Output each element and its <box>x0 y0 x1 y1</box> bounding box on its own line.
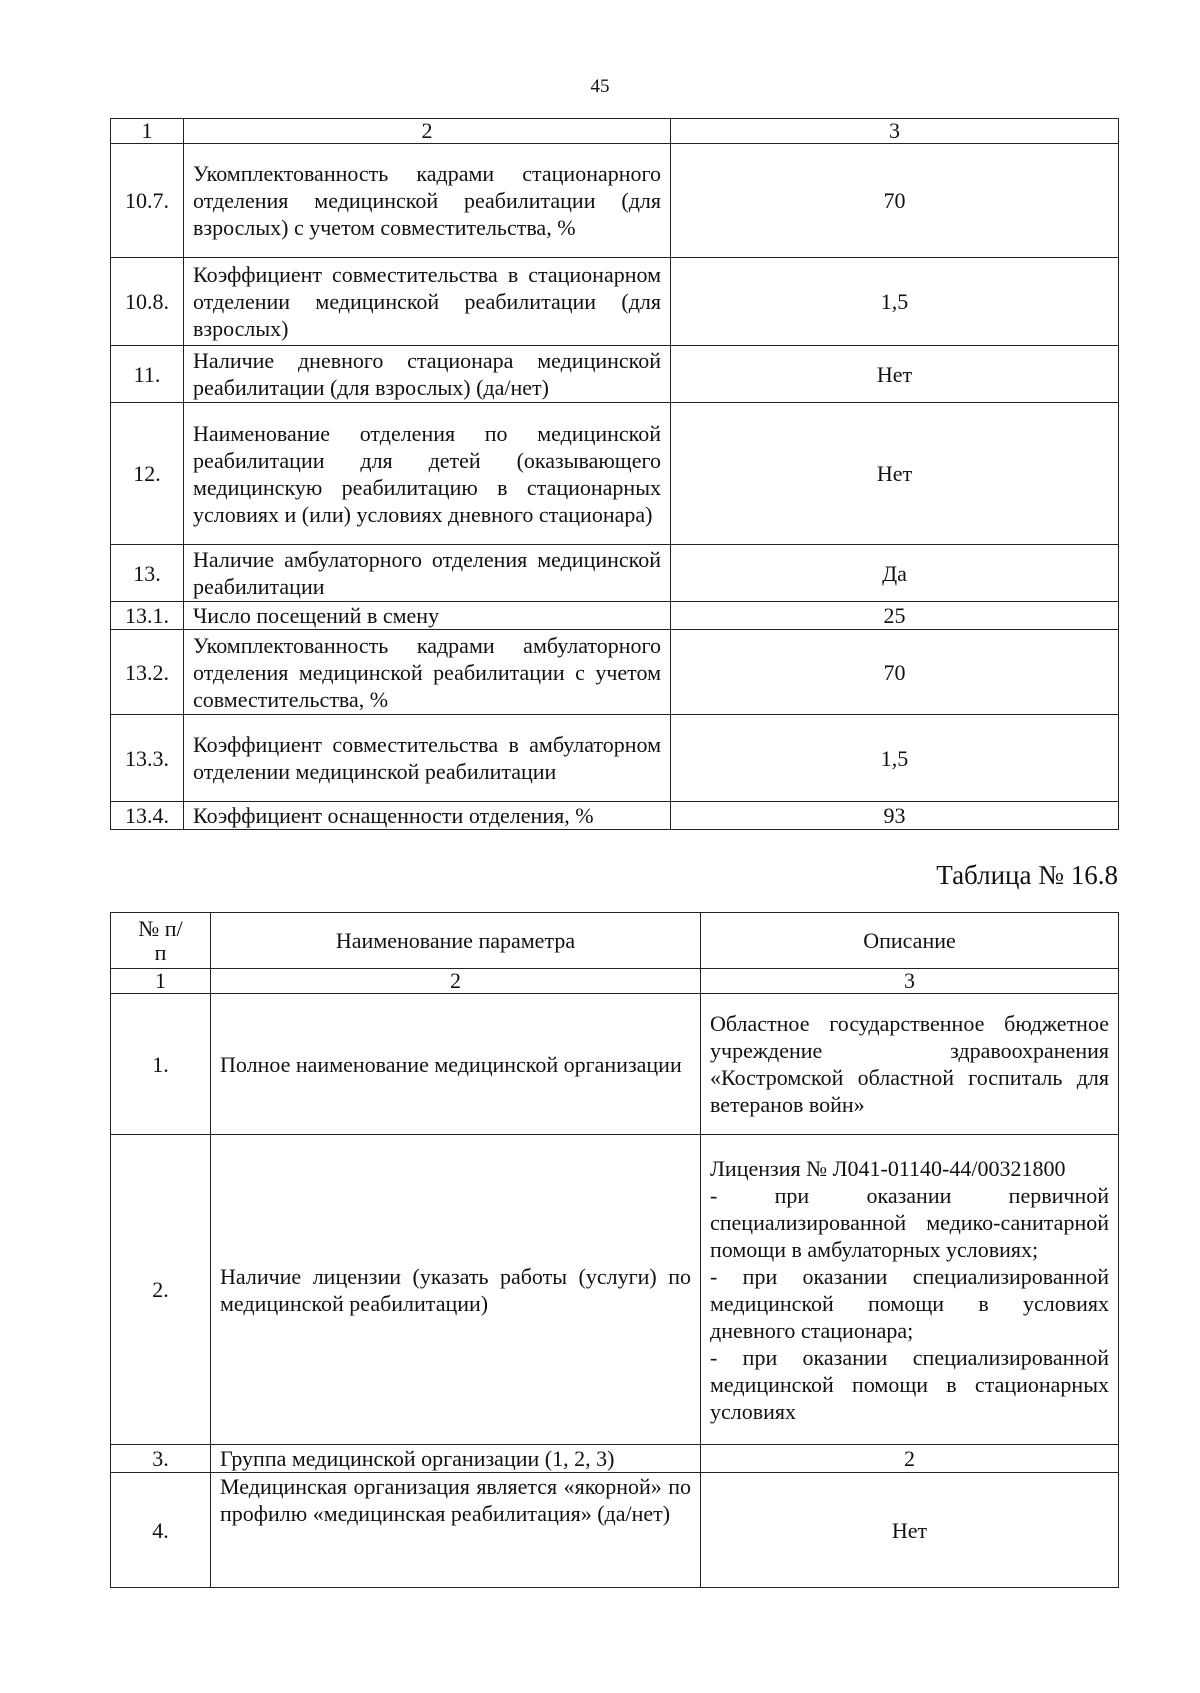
parameter-description: Областное государственное бюджетное учреждение здравоохранения «Костромской областной госпиталь для ветеранов войн» <box>701 994 1119 1135</box>
table-row <box>111 1135 1119 1445</box>
parameter-name: Укомплектованность кадрами стационарного отделения медицинской реабилитации (для взрослых) с учетом совместительства, % <box>184 144 671 258</box>
parameter-name: Число посещений в смену <box>184 602 671 630</box>
row-number: 13. <box>111 545 184 602</box>
row-number: 10.8. <box>111 258 184 346</box>
header-row <box>111 913 1119 969</box>
column-index-1: 1 <box>111 969 211 994</box>
parameter-description <box>701 1135 1119 1445</box>
license-number: Лицензия № Л041-01140-44/00321800 <box>710 1155 1066 1181</box>
row-number: 4. <box>111 1473 211 1588</box>
row-number: 11. <box>111 346 184 403</box>
table-caption: Таблица № 16.8 <box>936 860 1118 890</box>
parameter-name: Коэффициент совместительства в стационарном отделении медицинской реабилитации (для взрослых) <box>184 258 671 346</box>
row-number: 10.7. <box>111 144 184 258</box>
parameter-value: Да <box>671 545 1119 602</box>
row-number: 3. <box>111 1445 211 1473</box>
parameter-name: Наличие амбулаторного отделения медицинской реабилитации <box>184 545 671 602</box>
license-item: - при оказании первичной специализированной медико-санитарной помощи в амбулаторных условиях; <box>710 1182 1109 1262</box>
parameter-name: Коэффициент совместительства в амбулаторном отделении медицинской реабилитации <box>184 715 671 802</box>
table-row <box>111 715 1119 802</box>
row-number: 2. <box>111 1135 211 1445</box>
column-index-2: 2 <box>211 969 701 994</box>
column-index-row <box>111 969 1119 994</box>
parameter-name: Наличие дневного стационара медицинской реабилитации (для взрослых) (да/нет) <box>184 346 671 403</box>
row-number: 13.2. <box>111 630 184 715</box>
column-header-number: № п/п <box>111 913 211 969</box>
parameters-table <box>110 912 1119 1588</box>
parameter-description: 2 <box>701 1445 1119 1473</box>
table-row <box>111 602 1119 630</box>
parameter-name: Наличие лицензии (указать работы (услуги) по медицинской реабилитации) <box>211 1135 701 1445</box>
table-row <box>111 1445 1119 1473</box>
parameter-value: 1,5 <box>671 715 1119 802</box>
parameter-value: 70 <box>671 144 1119 258</box>
table-row <box>111 1473 1119 1588</box>
parameter-value: 25 <box>671 602 1119 630</box>
parameter-name: Укомплектованность кадрами амбулаторного отделения медицинской реабилитации с учетом совместительства, % <box>184 630 671 715</box>
table-row <box>111 144 1119 258</box>
column-index-row <box>111 119 1119 144</box>
parameter-description: Нет <box>701 1473 1119 1588</box>
parameter-name: Наименование отделения по медицинской реабилитации для детей (оказывающего медицинскую реабилитацию в стационарных условиях и (или) условиях дневного стационара) <box>184 403 671 545</box>
row-number: 13.4. <box>111 802 184 830</box>
table-row <box>111 994 1119 1135</box>
parameter-value: 70 <box>671 630 1119 715</box>
parameter-name: Группа медицинской организации (1, 2, 3) <box>211 1445 701 1473</box>
parameter-name: Полное наименование медицинской организации <box>211 994 701 1135</box>
table-row <box>111 403 1119 545</box>
column-header-description: Описание <box>701 913 1119 969</box>
continuation-table <box>110 118 1119 830</box>
license-item: - при оказании специализированной медицинской помощи в условиях дневного стационара; <box>710 1263 1109 1343</box>
column-index-1: 1 <box>111 119 184 144</box>
column-index-3: 3 <box>701 969 1119 994</box>
table-row <box>111 258 1119 346</box>
table-row <box>111 802 1119 830</box>
table-row <box>111 346 1119 403</box>
table-row <box>111 545 1119 602</box>
row-number: 13.3. <box>111 715 184 802</box>
table-row <box>111 630 1119 715</box>
page-number: 45 <box>590 76 610 97</box>
parameter-name: Коэффициент оснащенности отделения, % <box>184 802 671 830</box>
column-index-3: 3 <box>671 119 1119 144</box>
license-item: - при оказании специализированной медицинской помощи в стационарных условиях <box>710 1344 1109 1424</box>
parameter-name: Медицинская организация является «якорной» по профилю «медицинская реабилитация» (да/нет) <box>211 1473 701 1588</box>
row-number: 13.1. <box>111 602 184 630</box>
row-number: 1. <box>111 994 211 1135</box>
parameter-value: 93 <box>671 802 1119 830</box>
column-header-name: Наименование параметра <box>211 913 701 969</box>
row-number: 12. <box>111 403 184 545</box>
parameter-value: Нет <box>671 403 1119 545</box>
parameter-value: 1,5 <box>671 258 1119 346</box>
column-index-2: 2 <box>184 119 671 144</box>
parameter-value: Нет <box>671 346 1119 403</box>
